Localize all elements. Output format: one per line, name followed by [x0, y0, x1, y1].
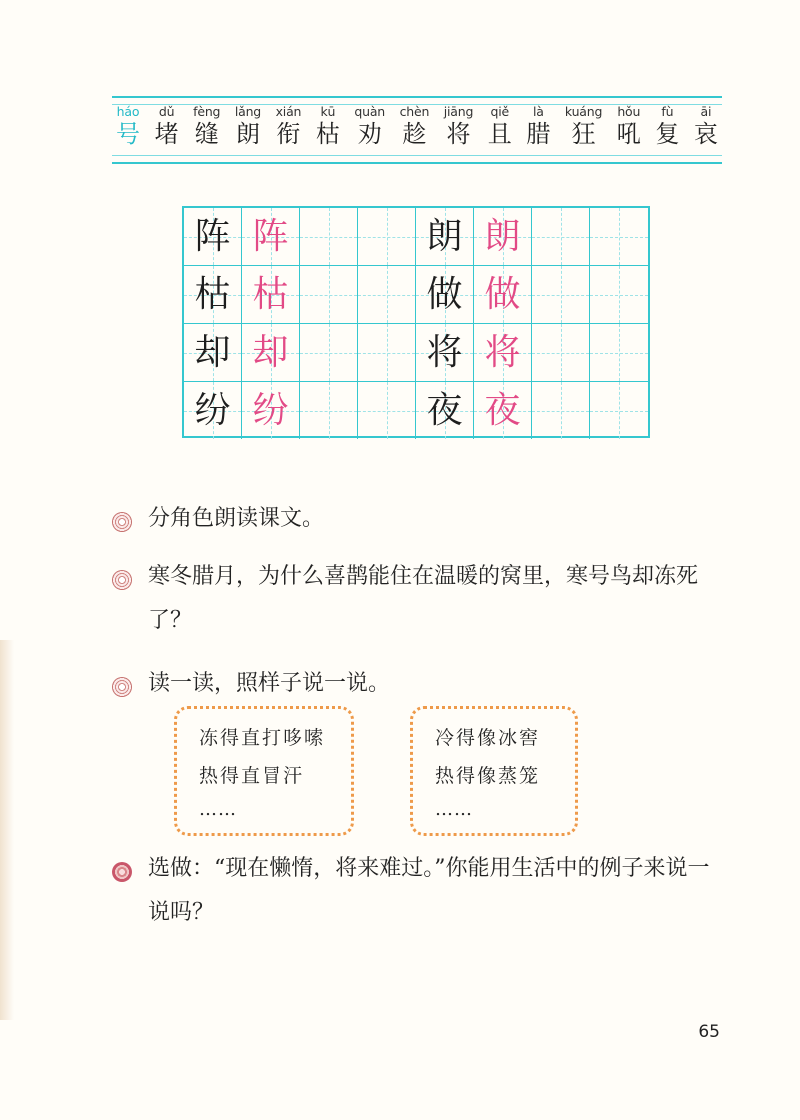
trace-character: 朗 — [484, 215, 521, 257]
trace-character: 将 — [484, 331, 521, 373]
empty-practice-cell — [532, 324, 590, 381]
model-character: 却 — [194, 331, 231, 373]
vocab-character: 腊 — [526, 120, 551, 148]
grid-row — [184, 323, 648, 381]
trace-character: 做 — [484, 273, 521, 315]
vocab-item — [354, 105, 385, 155]
vocab-item — [276, 105, 302, 155]
vocab-character: 哀 — [693, 120, 718, 148]
model-character-cell — [184, 208, 242, 265]
page-number: 65 — [698, 1022, 720, 1042]
vocab-pinyin: fèng — [193, 104, 221, 119]
vocab-pinyin: là — [532, 104, 544, 119]
vocab-item — [617, 105, 641, 155]
example-box-1 — [174, 706, 354, 836]
vocab-item — [565, 105, 602, 155]
question-3-text: 读一读，照样子说一说。 — [148, 671, 391, 696]
example-line: 冻得直打哆嗦 — [199, 727, 326, 749]
vocab-pinyin: xián — [275, 104, 302, 119]
empty-practice-cell — [358, 266, 416, 323]
empty-practice-cell — [300, 208, 358, 265]
bullet-icon — [112, 570, 132, 590]
vocab-item — [316, 105, 340, 155]
vocab-item — [400, 105, 430, 155]
vocab-character: 将 — [446, 120, 471, 148]
trace-character-cell — [474, 382, 532, 439]
trace-character-cell — [242, 382, 300, 439]
vocab-pinyin: quàn — [354, 104, 386, 119]
vocab-pinyin: hǒu — [617, 104, 641, 119]
model-character: 朗 — [426, 215, 463, 257]
vocab-item — [235, 105, 261, 155]
vocab-character: 朗 — [235, 120, 260, 148]
example-ellipsis: …… — [199, 799, 237, 820]
bullet-filled-icon — [112, 862, 132, 882]
page-edge-shadow — [0, 640, 14, 1020]
empty-practice-cell — [590, 324, 648, 381]
trace-character-cell — [474, 324, 532, 381]
trace-character: 纷 — [252, 389, 289, 431]
vocab-item — [655, 105, 679, 155]
vocab-item — [155, 105, 179, 155]
question-3 — [112, 673, 390, 706]
vocab-character: 趁 — [402, 120, 427, 148]
question-1-text: 分角色朗读课文。 — [148, 506, 325, 531]
empty-practice-cell — [358, 382, 416, 439]
grid-row — [184, 381, 648, 439]
vocab-character: 缝 — [194, 120, 219, 148]
vocab-character: 且 — [487, 120, 512, 148]
vocab-item — [694, 105, 718, 155]
grid-row — [184, 208, 648, 265]
question-2-text: 寒冬腊月，为什么喜鹊能住在温暖的窝里，寒号鸟却冻死了？ — [148, 564, 699, 633]
empty-practice-cell — [300, 266, 358, 323]
model-character-cell — [416, 266, 474, 323]
vocab-pinyin: lǎng — [234, 104, 262, 119]
empty-practice-cell — [590, 382, 648, 439]
vocab-pinyin: fù — [661, 104, 674, 119]
vocab-character: 堵 — [154, 120, 179, 148]
empty-practice-cell — [590, 208, 648, 265]
vocab-strip-inner — [112, 104, 722, 156]
empty-practice-cell — [358, 324, 416, 381]
trace-character: 枯 — [252, 273, 289, 315]
vocab-character: 复 — [655, 120, 680, 148]
empty-practice-cell — [532, 382, 590, 439]
vocab-character: 吼 — [616, 120, 641, 148]
vocab-item — [526, 105, 550, 155]
trace-character: 却 — [252, 331, 289, 373]
model-character-cell — [184, 324, 242, 381]
empty-practice-cell — [590, 266, 648, 323]
model-character: 枯 — [194, 273, 231, 315]
model-character-cell — [416, 382, 474, 439]
empty-practice-cell — [532, 208, 590, 265]
vocab-item — [116, 105, 140, 155]
trace-character: 阵 — [252, 215, 289, 257]
model-character-cell — [184, 382, 242, 439]
bullet-icon — [112, 677, 132, 697]
model-character: 将 — [426, 331, 463, 373]
vocab-pinyin: āi — [700, 104, 712, 119]
empty-practice-cell — [300, 382, 358, 439]
grid-row — [184, 265, 648, 323]
question-4-text: 选做：“现在懒惰，将来难过。”你能用生活中的例子来说一说吗？ — [148, 856, 710, 925]
vocab-character: 衔 — [276, 120, 301, 148]
writing-grid — [182, 206, 650, 438]
trace-character-cell — [474, 266, 532, 323]
trace-character: 夜 — [484, 389, 521, 431]
vocab-item — [444, 105, 473, 155]
example-line: 热得直冒汗 — [199, 765, 305, 787]
trace-character-cell — [242, 324, 300, 381]
empty-practice-cell — [300, 324, 358, 381]
example-box-2 — [410, 706, 578, 836]
model-character: 做 — [426, 273, 463, 315]
model-character: 夜 — [426, 389, 463, 431]
question-2 — [112, 566, 722, 643]
vocab-item — [193, 105, 220, 155]
model-character-cell — [184, 266, 242, 323]
model-character: 纷 — [194, 389, 231, 431]
trace-character-cell — [242, 266, 300, 323]
vocab-strip — [112, 96, 722, 164]
empty-practice-cell — [358, 208, 416, 265]
model-character: 阵 — [194, 215, 231, 257]
model-character-cell — [416, 324, 474, 381]
trace-character-cell — [474, 208, 532, 265]
example-line: 冷得像冰窖 — [435, 727, 541, 749]
vocab-pinyin: jiāng — [443, 104, 474, 119]
example-ellipsis: …… — [435, 799, 473, 820]
vocab-pinyin: kuáng — [564, 104, 603, 119]
model-character-cell — [416, 208, 474, 265]
question-4-optional — [112, 858, 722, 935]
vocab-pinyin: háo — [116, 104, 140, 119]
vocab-pinyin: qiě — [490, 104, 510, 119]
trace-character-cell — [242, 208, 300, 265]
question-1 — [112, 508, 324, 541]
vocab-character: 劝 — [357, 120, 382, 148]
vocab-character: 号 — [116, 120, 140, 148]
vocab-character: 枯 — [315, 120, 340, 148]
empty-practice-cell — [532, 266, 590, 323]
vocab-pinyin: dǔ — [158, 104, 175, 119]
bullet-icon — [112, 512, 132, 532]
example-line: 热得像蒸笼 — [435, 765, 541, 787]
vocab-pinyin: chèn — [399, 104, 430, 119]
vocab-item — [488, 105, 512, 155]
vocab-character: 狂 — [571, 120, 596, 148]
vocab-pinyin: kū — [320, 104, 336, 119]
